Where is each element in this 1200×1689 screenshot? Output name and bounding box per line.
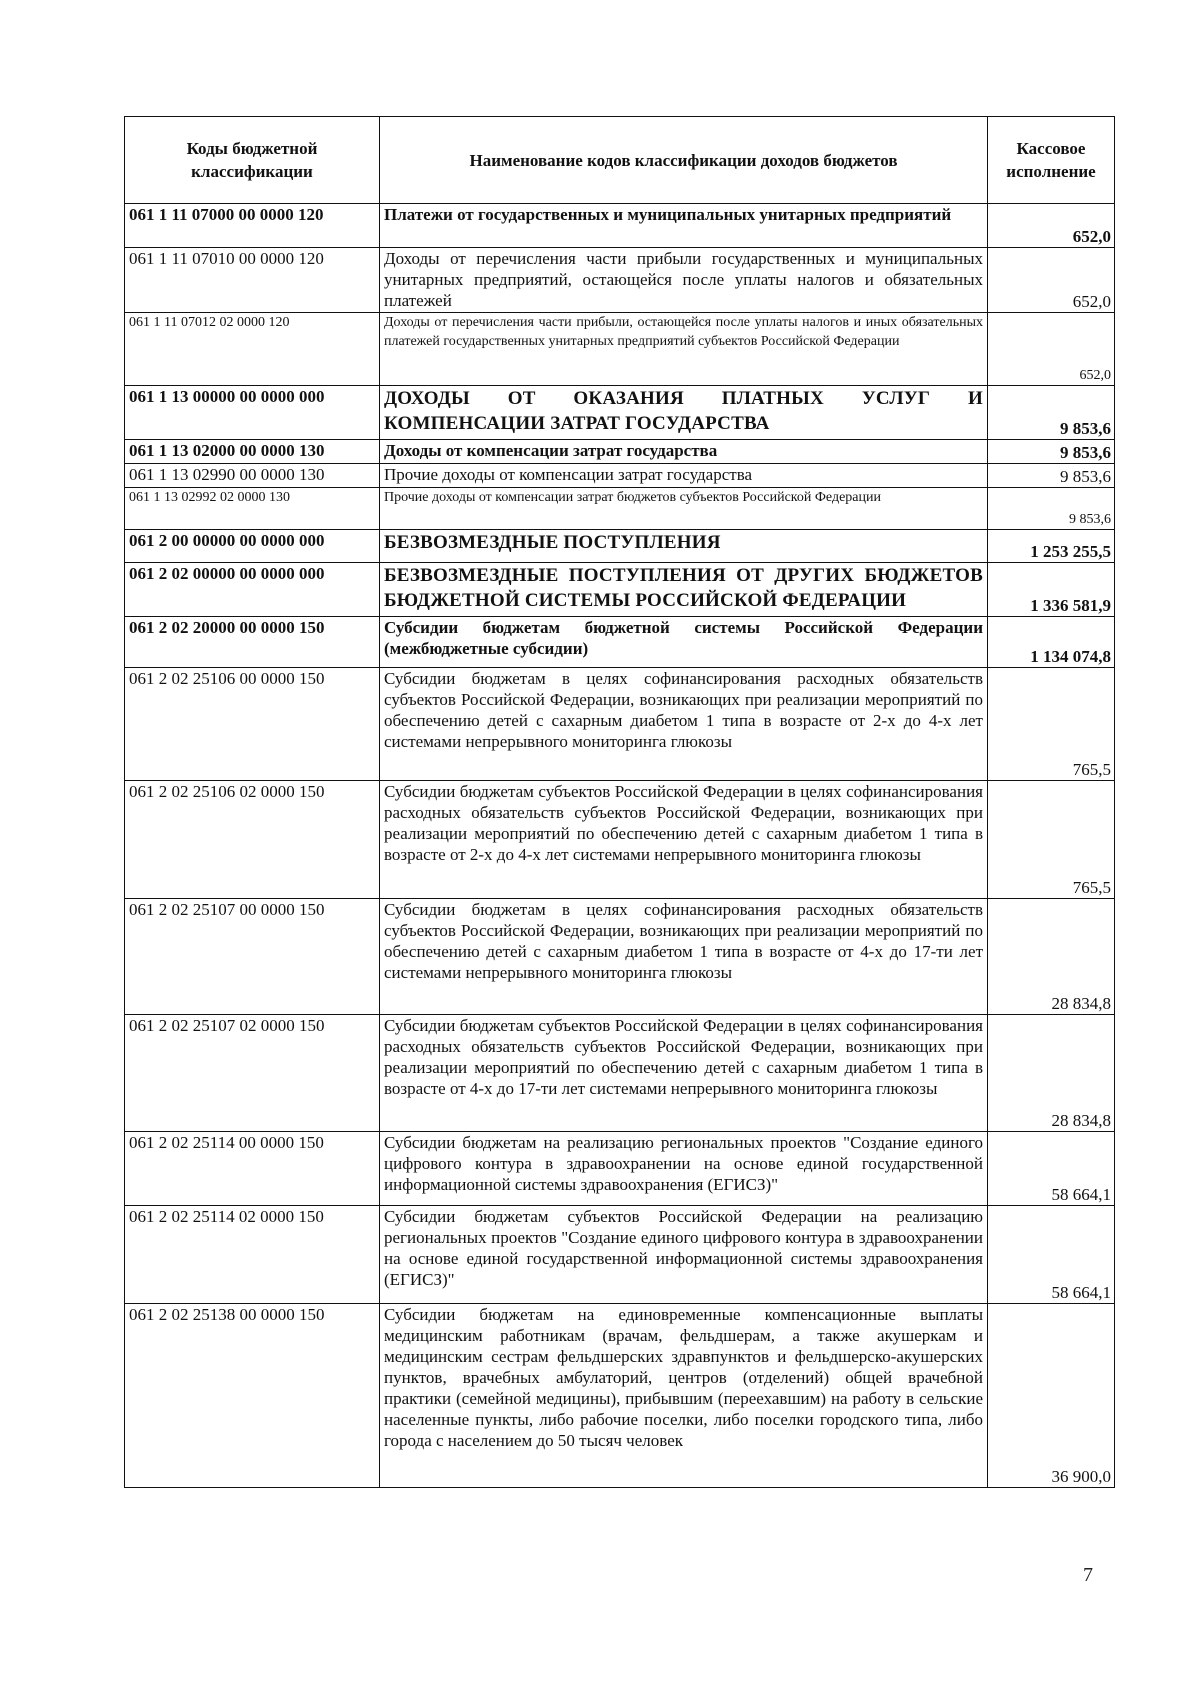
row-code: 061 1 13 02992 02 0000 130 — [125, 488, 380, 530]
table-header-row — [125, 117, 1115, 204]
row-code: 061 2 00 00000 00 0000 000 — [125, 530, 380, 563]
table-row — [125, 617, 1115, 668]
row-name: Платежи от государственных и муниципальных унитарных предприятий — [380, 204, 988, 248]
row-code: 061 2 02 20000 00 0000 150 — [125, 617, 380, 668]
header-amount: Кассовое исполнение — [988, 117, 1115, 204]
row-amount: 28 834,8 — [988, 899, 1115, 1015]
row-name: ДОХОДЫ ОТ ОКАЗАНИЯ ПЛАТНЫХ УСЛУГ И КОМПЕНСАЦИИ ЗАТРАТ ГОСУДАРСТВА — [380, 386, 988, 440]
table-row — [125, 204, 1115, 248]
row-code: 061 1 11 07012 02 0000 120 — [125, 313, 380, 386]
row-amount: 9 853,6 — [988, 440, 1115, 464]
row-amount: 765,5 — [988, 668, 1115, 781]
table-row — [125, 386, 1115, 440]
table-row — [125, 899, 1115, 1015]
row-amount: 9 853,6 — [988, 464, 1115, 488]
row-amount: 28 834,8 — [988, 1015, 1115, 1132]
header-codes: Коды бюджетной классификации — [125, 117, 380, 204]
row-amount: 652,0 — [988, 204, 1115, 248]
table-row — [125, 488, 1115, 530]
row-name: Субсидии бюджетам на единовременные компенсационные выплаты медицинским работникам (врачам, фельдшерам, а также акушеркам и медицинским сестрам фельдшерских здравпунктов и фельдшерско-акушерских пунктов, врачебных амбулаторий, центров (отделений) общей врачебной практики (семейной медицины), прибывшим (переехавшим) на работу в сельские населенные пункты, либо рабочие поселки, либо поселки городского типа, либо города с населением до 50 тысяч человек — [380, 1304, 988, 1488]
row-name: Субсидии бюджетам субъектов Российской Федерации в целях софинансирования расходных обязательств субъектов Российской Федерации, возникающих при реализации мероприятий по обеспечению детей с сахарным диабетом 1 типа в возрасте от 4-х до 17-ти лет системами непрерывного мониторинга глюкозы — [380, 1015, 988, 1132]
row-code: 061 1 11 07000 00 0000 120 — [125, 204, 380, 248]
row-name: Прочие доходы от компенсации затрат государства — [380, 464, 988, 488]
row-amount: 1 336 581,9 — [988, 563, 1115, 617]
row-code: 061 2 02 25107 02 0000 150 — [125, 1015, 380, 1132]
row-name: Субсидии бюджетам в целях софинансирования расходных обязательств субъектов Российской Федерации, возникающих при реализации мероприятий по обеспечению детей с сахарным диабетом 1 типа в возрасте от 4-х до 17-ти лет системами непрерывного мониторинга глюкозы — [380, 899, 988, 1015]
row-name: Субсидии бюджетам бюджетной системы Российской Федерации (межбюджетные субсидии) — [380, 617, 988, 668]
row-name: БЕЗВОЗМЕЗДНЫЕ ПОСТУПЛЕНИЯ ОТ ДРУГИХ БЮДЖЕТОВ БЮДЖЕТНОЙ СИСТЕМЫ РОССИЙСКОЙ ФЕДЕРАЦИИ — [380, 563, 988, 617]
row-name: Доходы от компенсации затрат государства — [380, 440, 988, 464]
table-row — [125, 1132, 1115, 1206]
row-code: 061 1 11 07010 00 0000 120 — [125, 248, 380, 313]
budget-income-table — [124, 116, 1115, 1488]
row-code: 061 2 02 25114 00 0000 150 — [125, 1132, 380, 1206]
row-code: 061 2 02 25114 02 0000 150 — [125, 1206, 380, 1304]
table-row — [125, 668, 1115, 781]
table-row — [125, 248, 1115, 313]
row-amount: 9 853,6 — [988, 386, 1115, 440]
row-code: 061 2 02 25106 00 0000 150 — [125, 668, 380, 781]
row-amount: 9 853,6 — [988, 488, 1115, 530]
row-name: Субсидии бюджетам на реализацию региональных проектов "Создание единого цифрового контура в здравоохранении на основе единой государственной информационной системы здравоохранения (ЕГИСЗ)" — [380, 1132, 988, 1206]
row-amount: 58 664,1 — [988, 1206, 1115, 1304]
table-row — [125, 563, 1115, 617]
row-amount: 652,0 — [988, 248, 1115, 313]
row-code: 061 2 02 25107 00 0000 150 — [125, 899, 380, 1015]
row-code: 061 1 13 02000 00 0000 130 — [125, 440, 380, 464]
row-name: Доходы от перечисления части прибыли, остающейся после уплаты налогов и иных обязательных платежей государственных унитарных предприятий субъектов Российской Федерации — [380, 313, 988, 386]
table-row — [125, 313, 1115, 386]
row-name: Доходы от перечисления части прибыли государственных и муниципальных унитарных предприятий, остающейся после уплаты налогов и обязательных платежей — [380, 248, 988, 313]
row-code: 061 2 02 25138 00 0000 150 — [125, 1304, 380, 1488]
row-amount: 36 900,0 — [988, 1304, 1115, 1488]
table-row — [125, 781, 1115, 899]
table-row — [125, 464, 1115, 488]
table-row — [125, 1206, 1115, 1304]
row-code: 061 1 13 00000 00 0000 000 — [125, 386, 380, 440]
row-amount: 58 664,1 — [988, 1132, 1115, 1206]
page-number: 7 — [1083, 1564, 1093, 1586]
row-code: 061 2 02 25106 02 0000 150 — [125, 781, 380, 899]
row-name: Субсидии бюджетам в целях софинансирования расходных обязательств субъектов Российской Федерации, возникающих при реализации мероприятий по обеспечению детей с сахарным диабетом 1 типа в возрасте от 2-х до 4-х лет системами непрерывного мониторинга глюкозы — [380, 668, 988, 781]
row-name: Прочие доходы от компенсации затрат бюджетов субъектов Российской Федерации — [380, 488, 988, 530]
row-amount: 765,5 — [988, 781, 1115, 899]
row-code: 061 1 13 02990 00 0000 130 — [125, 464, 380, 488]
table-row — [125, 1015, 1115, 1132]
row-amount: 1 134 074,8 — [988, 617, 1115, 668]
table-row — [125, 440, 1115, 464]
row-code: 061 2 02 00000 00 0000 000 — [125, 563, 380, 617]
row-amount: 1 253 255,5 — [988, 530, 1115, 563]
table-row — [125, 530, 1115, 563]
row-amount: 652,0 — [988, 313, 1115, 386]
header-name: Наименование кодов классификации доходов бюджетов — [380, 117, 988, 204]
table-row — [125, 1304, 1115, 1488]
row-name: Субсидии бюджетам субъектов Российской Федерации в целях софинансирования расходных обязательств субъектов Российской Федерации, возникающих при реализации мероприятий по обеспечению детей с сахарным диабетом 1 типа в возрасте от 2-х до 4-х лет системами непрерывного мониторинга глюкозы — [380, 781, 988, 899]
row-name: Субсидии бюджетам субъектов Российской Федерации на реализацию региональных проектов "Создание единого цифрового контура в здравоохранении на основе единой государственной информационной системы здравоохранения (ЕГИСЗ)" — [380, 1206, 988, 1304]
row-name: БЕЗВОЗМЕЗДНЫЕ ПОСТУПЛЕНИЯ — [380, 530, 988, 563]
